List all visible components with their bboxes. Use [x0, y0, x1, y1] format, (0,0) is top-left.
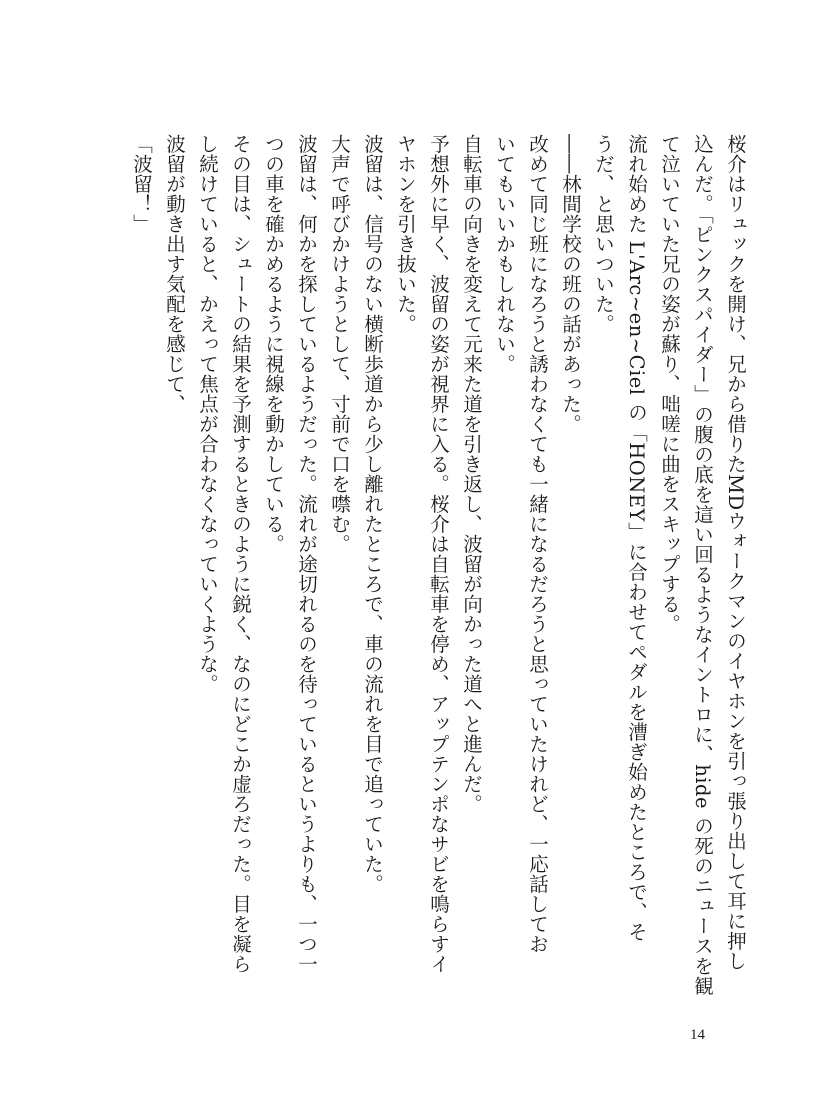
text-line-19: 「波留！」	[130, 134, 153, 234]
text-line-13: 大声で呼びかけようとして、寸前で口を噤む。	[328, 134, 351, 554]
text-line-9: 自転車の向きを変えて元来た道を引き返し、波留が向かった道へと進んだ。	[460, 134, 483, 814]
text-line-17: し続けていると、かえって焦点が合わなくなっていくような。	[196, 134, 219, 694]
text-line-14: 波留は、何かを探しているようだった。流れが途切れるのを待っているというよりも、一つ一	[295, 134, 318, 974]
text-line-7: 改めて同じ班になろうと誘わなくても一緒になるだろうと思っていたけれど、一応話してお	[526, 134, 549, 954]
text-line-3: て泣いていた兄の姿が蘇り、咄嗟に曲をスキップする。	[658, 134, 681, 634]
text-line-12: 波留は、信号のない横断歩道から少し離れたところで、車の流れを目で追っていた。	[361, 134, 384, 894]
page-number: 14	[690, 1027, 705, 1043]
text-line-16: その目は、シュートの結果を予測するときのように鋭く、なのにどこか虚ろだった。目を凝ら	[229, 134, 252, 974]
text-line-10: 予想外に早く、波留の姿が視界に入る。桜介は自転車を停め、アップテンポなサビを鳴らすイ	[427, 134, 450, 974]
text-line-15: つの車を確かめるように視線を動かしている。	[262, 134, 285, 554]
text-line-2: 込んだ。「ピンクスパイダー」の腹の底を這い回るようなイントロに、hide の死のニュースを観	[691, 134, 714, 996]
text-line-18: 波留が動き出す気配を感じて、	[163, 134, 186, 414]
text-line-5: うだ、と思いついた。	[592, 134, 615, 334]
text-line-4: 流れ始めた L'Arc~en~Ciel の「HONEY」に合わせてペダルを漕ぎ始めたところで、そ	[625, 134, 648, 942]
body-text	[125, 134, 752, 1014]
text-line-6: ――林間学校の班の話があった。	[559, 134, 582, 434]
text-line-11: ヤホンを引き抜いた。	[394, 134, 417, 334]
text-line-1: 桜介はリュックを開け、兄から借りたMDウォークマンのイヤホンを引っ張り出して耳に押し	[724, 134, 747, 971]
text-line-8: いてもいいかもしれない。	[493, 134, 516, 374]
